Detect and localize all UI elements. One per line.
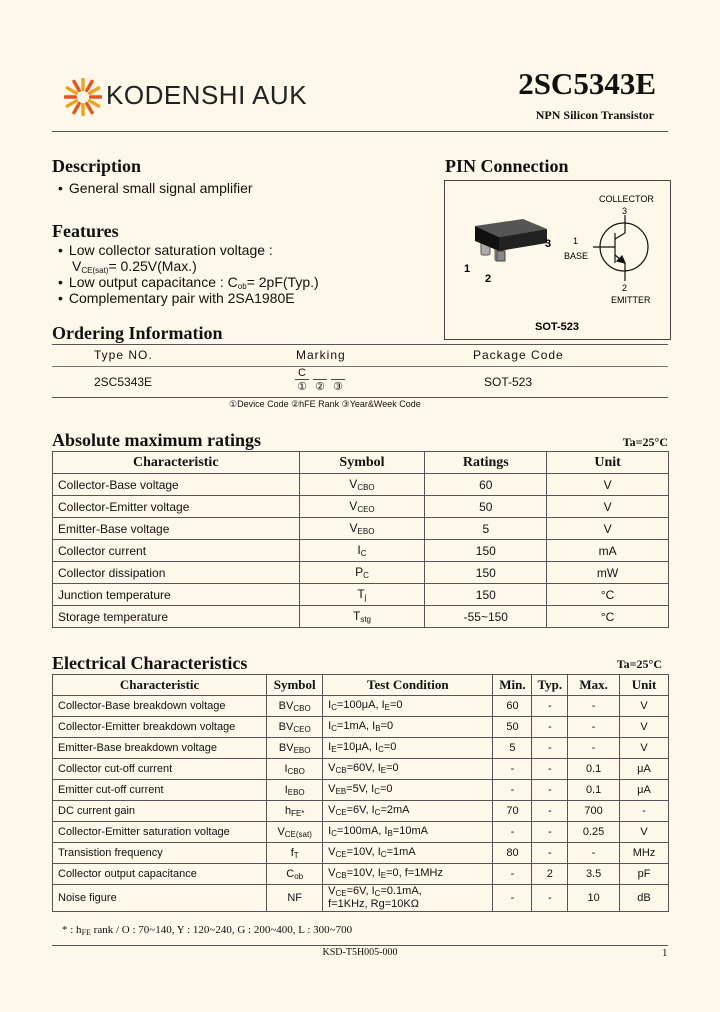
- elec-header-4: Typ.: [532, 675, 568, 696]
- cell-symbol: $f_T$: [267, 843, 323, 864]
- document-code: KSD-T5H005-000: [322, 947, 398, 958]
- elec-header-0: Characteristic: [53, 675, 267, 696]
- cell-typ: -: [532, 738, 568, 759]
- cell-characteristic: Storage temperature: [53, 606, 300, 628]
- abs-max-title: Absolute maximum ratings: [52, 430, 262, 450]
- cell-typ: 2: [532, 864, 568, 885]
- description-item: • General small signal amplifier: [58, 180, 253, 196]
- cell-max: 3.5: [568, 864, 620, 885]
- cell-characteristic: Collector-Emitter saturation voltage: [53, 822, 267, 843]
- cell-test-condition: $V_{CE}=10V$, $I_C=1mA$: [323, 843, 493, 864]
- cell-characteristic: DC current gain: [53, 801, 267, 822]
- cell-rating: 5: [425, 518, 547, 540]
- cell-symbol: $I_C$: [299, 540, 425, 562]
- abs-max-header-3: Unit: [547, 452, 669, 474]
- ordering-type-value: 2SC5343E: [94, 375, 153, 389]
- cell-characteristic: Transistion frequency: [53, 843, 267, 864]
- cell-unit: V: [620, 717, 669, 738]
- cell-test-condition: $V_{CE}=6V$, $I_C=2mA$: [323, 801, 493, 822]
- cell-max: 0.1: [568, 780, 620, 801]
- cell-unit: pF: [620, 864, 669, 885]
- abs-max-header-1: Symbol: [299, 452, 425, 474]
- cell-symbol: $T_{stg}$: [299, 606, 425, 628]
- transistor-symbol-icon: [593, 215, 648, 281]
- pin1-label: 1: [464, 263, 471, 275]
- cell-unit: °C: [547, 584, 669, 606]
- pin-diagram: [445, 181, 670, 339]
- company-name: KODENSHI AUK: [106, 80, 308, 110]
- cell-symbol: $I_{CBO}$: [267, 759, 323, 780]
- cell-max: 700: [568, 801, 620, 822]
- cell-max: -: [568, 696, 620, 717]
- cell-symbol: $V_{CEO}$: [299, 496, 425, 518]
- elec-table: [52, 674, 669, 912]
- table-row: [53, 584, 669, 606]
- cell-rating: 150: [425, 584, 547, 606]
- elec-header-5: Max.: [568, 675, 620, 696]
- cell-symbol: $P_C$: [299, 562, 425, 584]
- cell-test-condition: $I_C=100\mu A$, $I_E=0$: [323, 696, 493, 717]
- cell-typ: -: [532, 780, 568, 801]
- cell-min: -: [493, 885, 532, 912]
- cell-test-condition: $V_{CE}=6V$, $I_C=0.1mA$, f=1KHz, Rg=10KΩ: [323, 885, 493, 912]
- cell-symbol: $BV_{EBO}$: [267, 738, 323, 759]
- cell-rating: 60: [425, 474, 547, 496]
- cell-typ: -: [532, 885, 568, 912]
- table-row: [53, 885, 669, 912]
- ordering-header-type: Type NO.: [94, 348, 153, 362]
- cell-test-condition: $V_{CB}=10V$, $I_E=0$, f=1MHz: [323, 864, 493, 885]
- table-row: [53, 496, 669, 518]
- collector-pin-number: 3: [622, 206, 628, 216]
- base-label: BASE: [564, 251, 589, 261]
- table-row: [53, 562, 669, 584]
- cell-max: 10: [568, 885, 620, 912]
- cell-min: -: [493, 822, 532, 843]
- device-subtitle: NPN Silicon Transistor: [535, 108, 654, 122]
- cell-characteristic: Collector dissipation: [53, 562, 300, 584]
- cell-max: -: [568, 717, 620, 738]
- pin3-label: 3: [545, 238, 552, 250]
- header-rule: [52, 131, 668, 132]
- cell-unit: V: [547, 518, 669, 540]
- emitter-pin-number: 2: [622, 283, 628, 293]
- cell-characteristic: Noise figure: [53, 885, 267, 912]
- cell-max: -: [568, 843, 620, 864]
- cell-typ: -: [532, 843, 568, 864]
- table-row: [53, 474, 669, 496]
- cell-symbol: $BV_{CBO}$: [267, 696, 323, 717]
- cell-rating: 150: [425, 562, 547, 584]
- marking-num-3: ③: [333, 381, 343, 393]
- cell-min: -: [493, 780, 532, 801]
- cell-symbol: NF: [267, 885, 323, 912]
- elec-header-2: Test Condition: [323, 675, 493, 696]
- cell-characteristic: Junction temperature: [53, 584, 300, 606]
- marking-note: ①Device Code ②hFE Rank ③Year&Week Code: [229, 399, 421, 409]
- table-row: [53, 717, 669, 738]
- cell-unit: V: [547, 474, 669, 496]
- elec-title: Electrical Characteristics: [52, 653, 248, 673]
- cell-unit: V: [620, 738, 669, 759]
- cell-characteristic: Collector-Base breakdown voltage: [53, 696, 267, 717]
- cell-unit: MHz: [620, 843, 669, 864]
- ordering-header-package: Package Code: [473, 348, 564, 362]
- cell-characteristic: Emitter-Base voltage: [53, 518, 300, 540]
- part-number: 2SC5343E: [518, 66, 656, 101]
- collector-label: COLLECTOR: [599, 194, 654, 204]
- cell-symbol: $T_j$: [299, 584, 425, 606]
- footer-rule: [52, 945, 668, 946]
- cell-characteristic: Collector cut-off current: [53, 759, 267, 780]
- marking-diagram: [295, 367, 345, 393]
- abs-max-table: [52, 451, 669, 628]
- cell-symbol: $h_{FE*}$: [267, 801, 323, 822]
- table-row: [53, 843, 669, 864]
- package-drawing: [475, 219, 547, 261]
- feature-item: • Low collector saturation voltage :: [58, 242, 273, 258]
- cell-min: 50: [493, 717, 532, 738]
- cell-unit: dB: [620, 885, 669, 912]
- cell-unit: V: [620, 822, 669, 843]
- cell-characteristic: Collector-Emitter voltage: [53, 496, 300, 518]
- marking-rank-slot: [313, 367, 327, 380]
- cell-characteristic: Collector output capacitance: [53, 864, 267, 885]
- cell-symbol: $I_{EBO}$: [267, 780, 323, 801]
- feature-item: • Low output capacitance : $C_{ob}= 2pF(Typ.)$: [58, 274, 319, 295]
- abs-max-header-0: Characteristic: [53, 452, 300, 474]
- elec-header-1: Symbol: [267, 675, 323, 696]
- feature-item-continued: $V_{CE(sat)}= 0.25V(Max.)$: [72, 258, 197, 275]
- table-row: [53, 822, 669, 843]
- table-row: [53, 801, 669, 822]
- pin-connection-title: PIN Connection: [445, 156, 569, 176]
- cell-unit: -: [620, 801, 669, 822]
- table-row: [53, 540, 669, 562]
- table-row: [53, 738, 669, 759]
- emitter-label: EMITTER: [611, 295, 651, 305]
- cell-rating: 150: [425, 540, 547, 562]
- table-row: [53, 759, 669, 780]
- ordering-header-marking: Marking: [296, 348, 346, 362]
- cell-characteristic: Emitter cut-off current: [53, 780, 267, 801]
- cell-min: 80: [493, 843, 532, 864]
- base-pin-number: 1: [573, 236, 579, 246]
- table-row: [53, 606, 669, 628]
- cell-test-condition: $V_{EB}=5V$, $I_C=0$: [323, 780, 493, 801]
- cell-min: 60: [493, 696, 532, 717]
- cell-rating: -55~150: [425, 606, 547, 628]
- abs-max-condition: Ta=25°C: [622, 435, 668, 449]
- pin-diagram-box: [444, 180, 671, 340]
- ordering-title: Ordering Information: [52, 323, 223, 343]
- table-row: [53, 780, 669, 801]
- cell-max: 0.25: [568, 822, 620, 843]
- cell-characteristic: Collector current: [53, 540, 300, 562]
- table-row: [53, 518, 669, 540]
- elec-header-6: Unit: [620, 675, 669, 696]
- page-number: 1: [662, 947, 668, 959]
- cell-test-condition: $I_C=1mA$, $I_B=0$: [323, 717, 493, 738]
- ordering-header-rule: [52, 366, 668, 367]
- cell-unit: mW: [547, 562, 669, 584]
- cell-min: -: [493, 759, 532, 780]
- elec-header-3: Min.: [493, 675, 532, 696]
- table-row: [53, 864, 669, 885]
- hfe-rank-footnote: * : $h_{FE}$ rank / O : 70~140, Y : 120~240, G : 200~400, L : 300~700: [62, 924, 353, 937]
- cell-characteristic: Collector-Base voltage: [53, 474, 300, 496]
- kodenshi-logo-icon: [64, 78, 102, 116]
- elec-condition: Ta=25°C: [616, 657, 662, 671]
- cell-symbol: $C_{ob}$: [267, 864, 323, 885]
- cell-max: -: [568, 738, 620, 759]
- cell-symbol: $V_{CBO}$: [299, 474, 425, 496]
- cell-unit: μA: [620, 780, 669, 801]
- feature-item: • Complementary pair with 2SA1980E: [58, 290, 295, 306]
- cell-symbol: $V_{EBO}$: [299, 518, 425, 540]
- cell-test-condition: $I_E=10\mu A$, $I_C=0$: [323, 738, 493, 759]
- package-label: SOT-523: [534, 321, 580, 333]
- cell-max: 0.1: [568, 759, 620, 780]
- cell-rating: 50: [425, 496, 547, 518]
- ordering-bottom-rule: [52, 397, 668, 398]
- cell-typ: -: [532, 801, 568, 822]
- cell-test-condition: $V_{CB}=60V$, $I_E=0$: [323, 759, 493, 780]
- features-title: Features: [52, 221, 119, 241]
- marking-num-2: ②: [315, 381, 325, 393]
- cell-typ: -: [532, 759, 568, 780]
- cell-typ: -: [532, 696, 568, 717]
- cell-test-condition: $I_C=100mA$, $I_B=10mA$: [323, 822, 493, 843]
- cell-unit: V: [547, 496, 669, 518]
- cell-symbol: $BV_{CEO}$: [267, 717, 323, 738]
- cell-characteristic: Collector-Emitter breakdown voltage: [53, 717, 267, 738]
- cell-min: -: [493, 864, 532, 885]
- cell-min: 5: [493, 738, 532, 759]
- marking-date-slot: [331, 367, 345, 380]
- cell-unit: V: [620, 696, 669, 717]
- cell-typ: -: [532, 822, 568, 843]
- cell-typ: -: [532, 717, 568, 738]
- cell-symbol: $V_{CE(sat)}$: [267, 822, 323, 843]
- cell-min: 70: [493, 801, 532, 822]
- abs-max-header-2: Ratings: [425, 452, 547, 474]
- ordering-top-rule: [52, 344, 668, 345]
- cell-characteristic: Emitter-Base breakdown voltage: [53, 738, 267, 759]
- cell-unit: mA: [547, 540, 669, 562]
- marking-num-1: ①: [297, 381, 307, 393]
- description-title: Description: [52, 156, 141, 176]
- marking-device-code: C: [295, 367, 309, 380]
- cell-unit: μA: [620, 759, 669, 780]
- ordering-package-value: SOT-523: [484, 375, 533, 389]
- pin2-label: 2: [485, 273, 492, 285]
- table-row: [53, 696, 669, 717]
- cell-unit: °C: [547, 606, 669, 628]
